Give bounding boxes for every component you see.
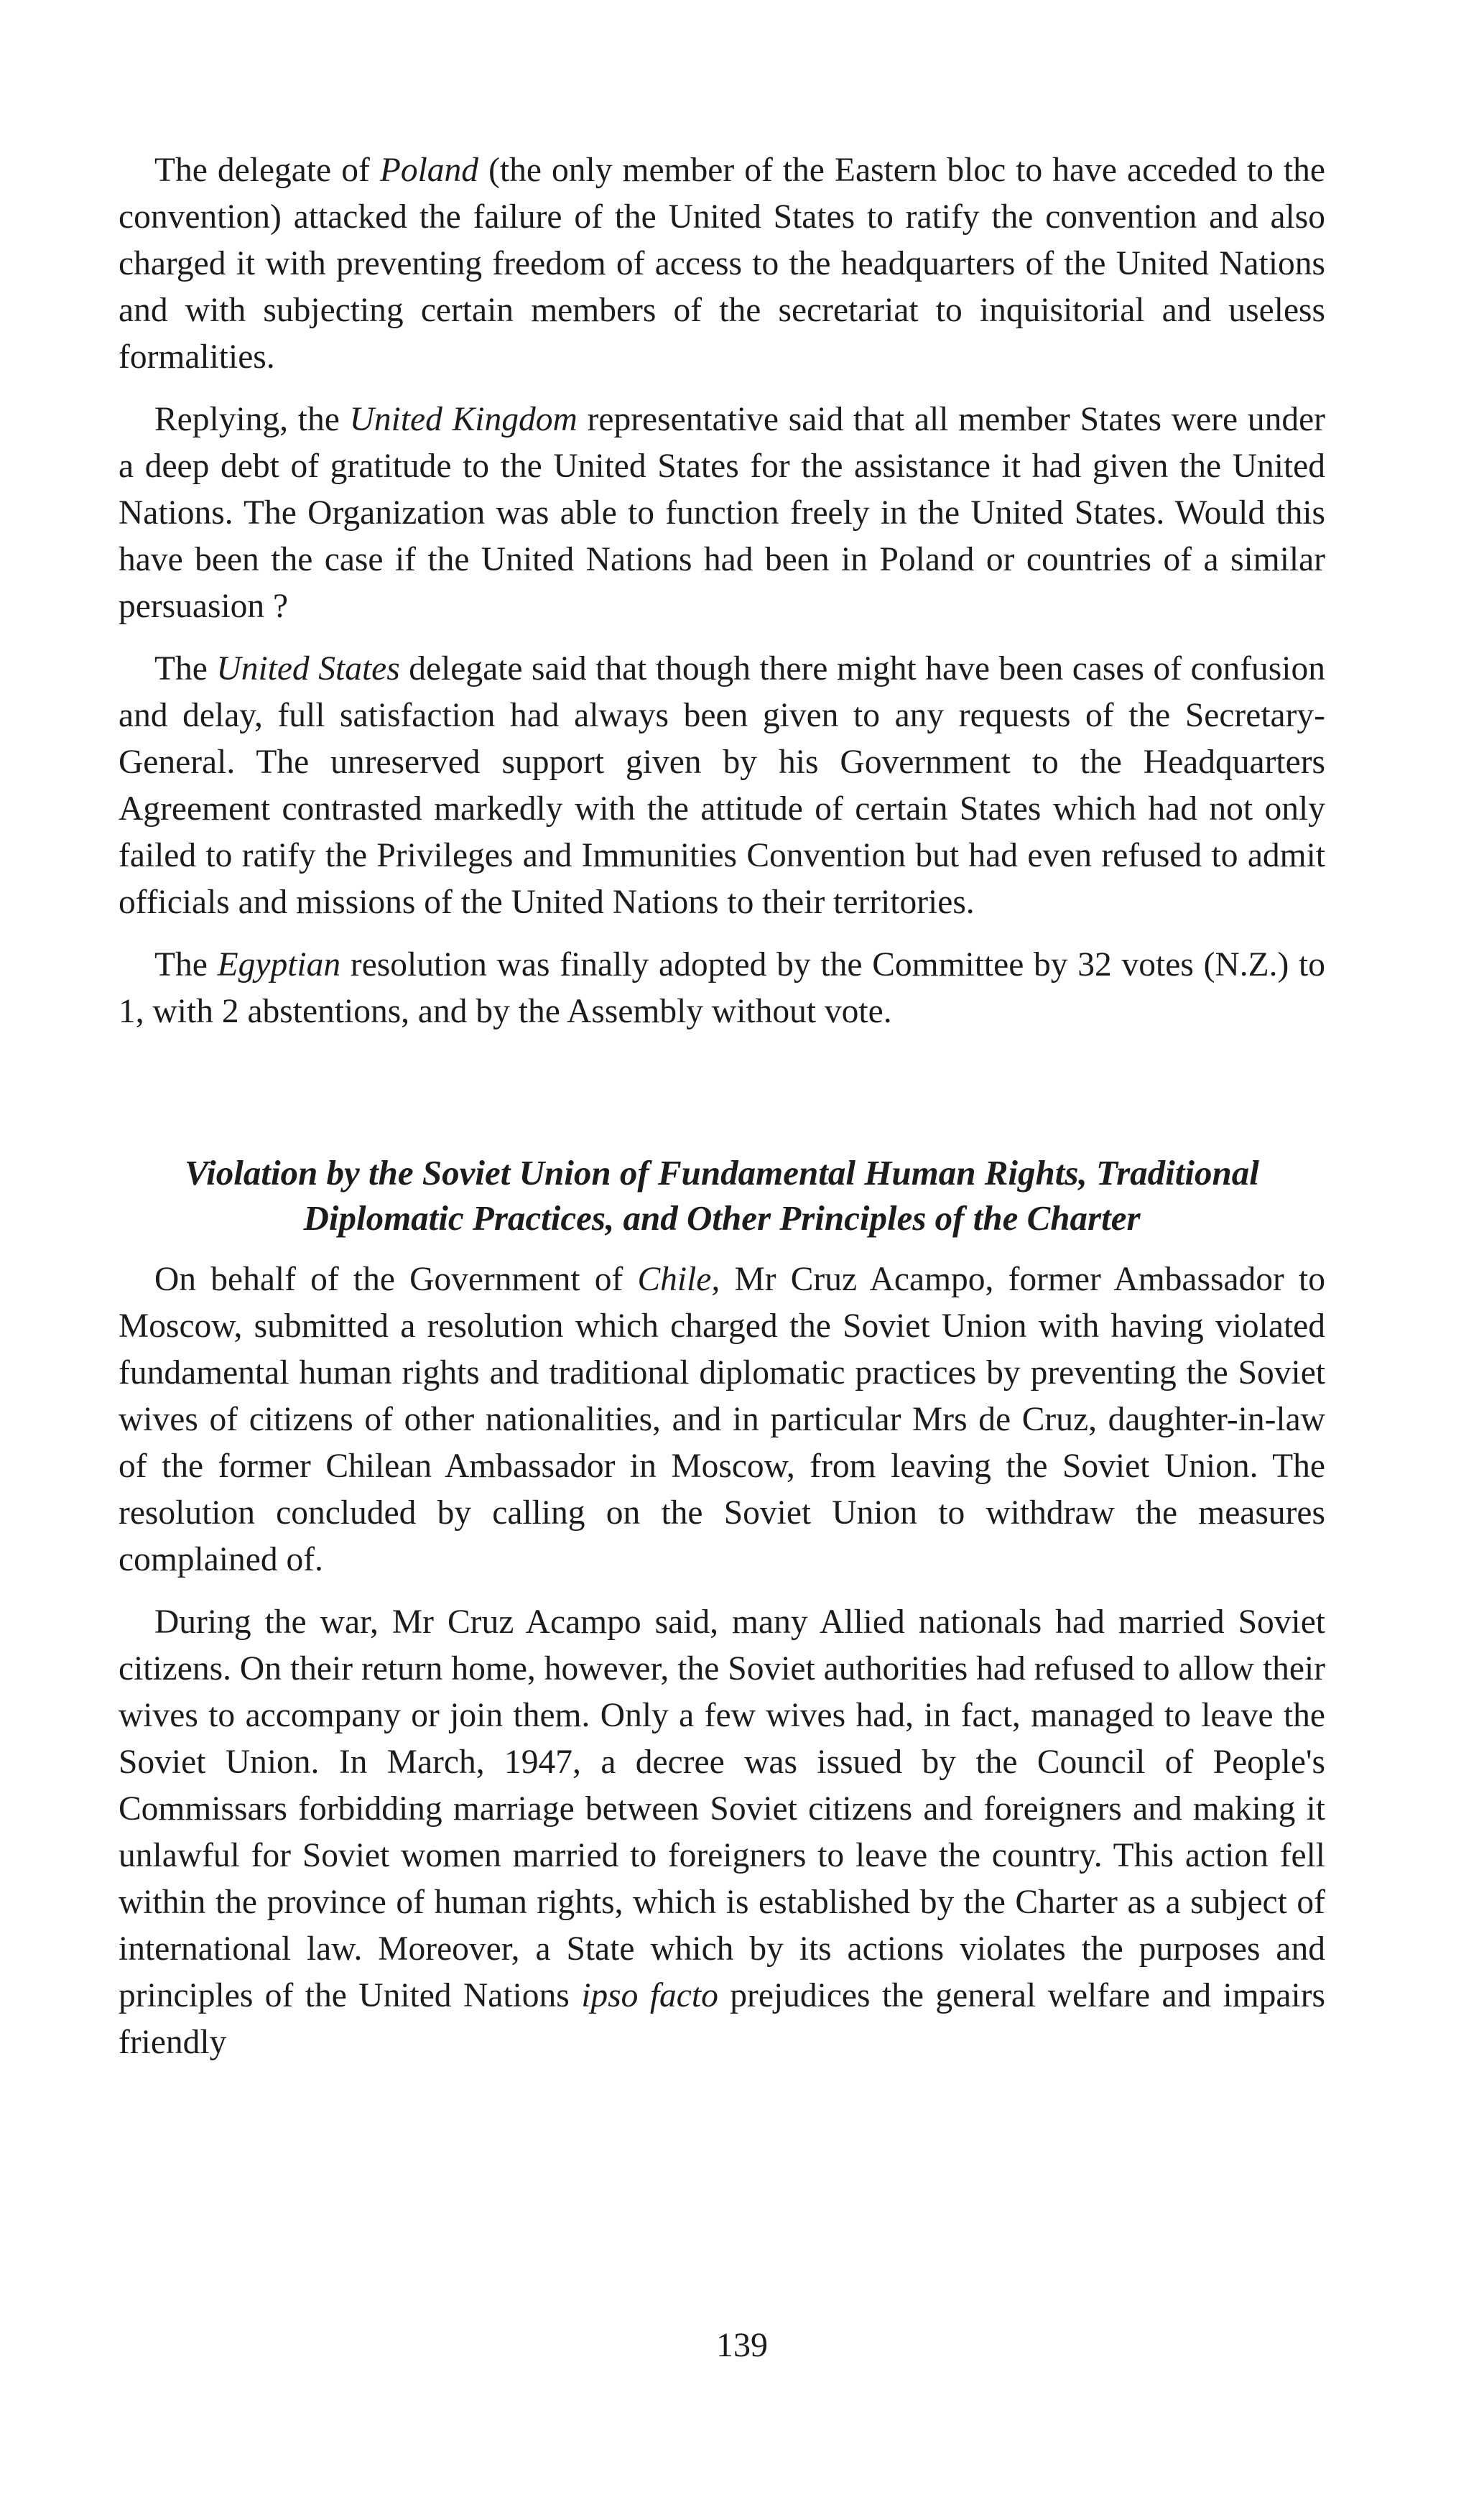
paragraph-cruz-acampo-statement: During the war, Mr Cruz Acampo said, many Allied nationals had married Soviet citizens. On their return home, however, the Soviet authorities had refused to allow their wives to accompany or join them. Only a few wives had, in fact, managed to leave the Soviet Union. In March, 1947, a decree was issued by the Council of People's Commissars forbidding marriage between Soviet citizens and foreigners and making it unlawful for Soviet women married to foreigners to leave the country. This action fell within the province of human rights, which is established by the Charter as a subject of international law. Moreover, a State which by its actions violates the purposes and principles of the United Nations ipso facto prejudices the general welfare and impairs friendly: [119, 1603, 1325, 2061]
country-name: Poland: [379, 152, 479, 189]
paragraph-united-states: The United States delegate said that though there might have been cases of confusion and delay, full satisfaction had always been given to any requests of the Secretary-General. The unreserved support given by his Government to the Headquarters Agreement contrasted markedly with the attitude of certain States which had not only failed to ratify the Privileges and Immunities Convention but had even refused to admit officials and missions of the United Nations to their territories.: [119, 650, 1325, 921]
paragraph-poland: The delegate of Poland (the only member of the Eastern bloc to have acceded to the convention) attacked the failure of the United States to ratify the convention and also charged it with preventing freedom of access to the headquarters of the United Nations and with subjecting certain members of the secretariat to inquisitorial and useless formalities.: [119, 152, 1326, 376]
section-heading-line-1: Violation by the Soviet Union of Fundamental Human Rights, Traditional: [185, 1153, 1259, 1193]
country-name: Chile,: [637, 1261, 720, 1298]
page-body: [119, 147, 1325, 2082]
latin-phrase: ipso facto: [581, 1977, 718, 2014]
country-name: Egyptian: [217, 946, 341, 983]
page-number: 139: [716, 2326, 768, 2364]
country-name: United Kingdom: [349, 401, 578, 438]
country-name: United States: [216, 650, 400, 687]
paragraph-united-kingdom: Replying, the United Kingdom representative said that all member States were under a deep debt of gratitude to the United States for the assistance it had given the United Nations. The Organization was able to function freely in the United States. Would this have been the case if the United Nations had been in Poland or countries of a similar persuasion ?: [119, 401, 1325, 625]
paragraph-chile-resolution: On behalf of the Government of Chile, Mr Cruz Acampo, former Ambassador to Moscow, submitted a resolution which charged the Soviet Union with having violated fundamental human rights and traditional diplomatic practices by preventing the Soviet wives of citizens of other nationalities, and in particular Mrs de Cruz, daughter-in-law of the former Chilean Ambassador in Moscow, from leaving the Soviet Union. The resolution concluded by calling on the Soviet Union to withdraw the measures complained of.: [119, 1261, 1325, 1578]
paragraph-egyptian-resolution: The Egyptian resolution was finally adopted by the Committee by 32 votes (N.Z.) to 1, with 2 abstentions, and by the Assembly without vote.: [119, 946, 1325, 1030]
section-heading-line-2: Diplomatic Practices, and Other Principles of the Charter: [303, 1198, 1141, 1238]
section-heading: [119, 1150, 1325, 1241]
